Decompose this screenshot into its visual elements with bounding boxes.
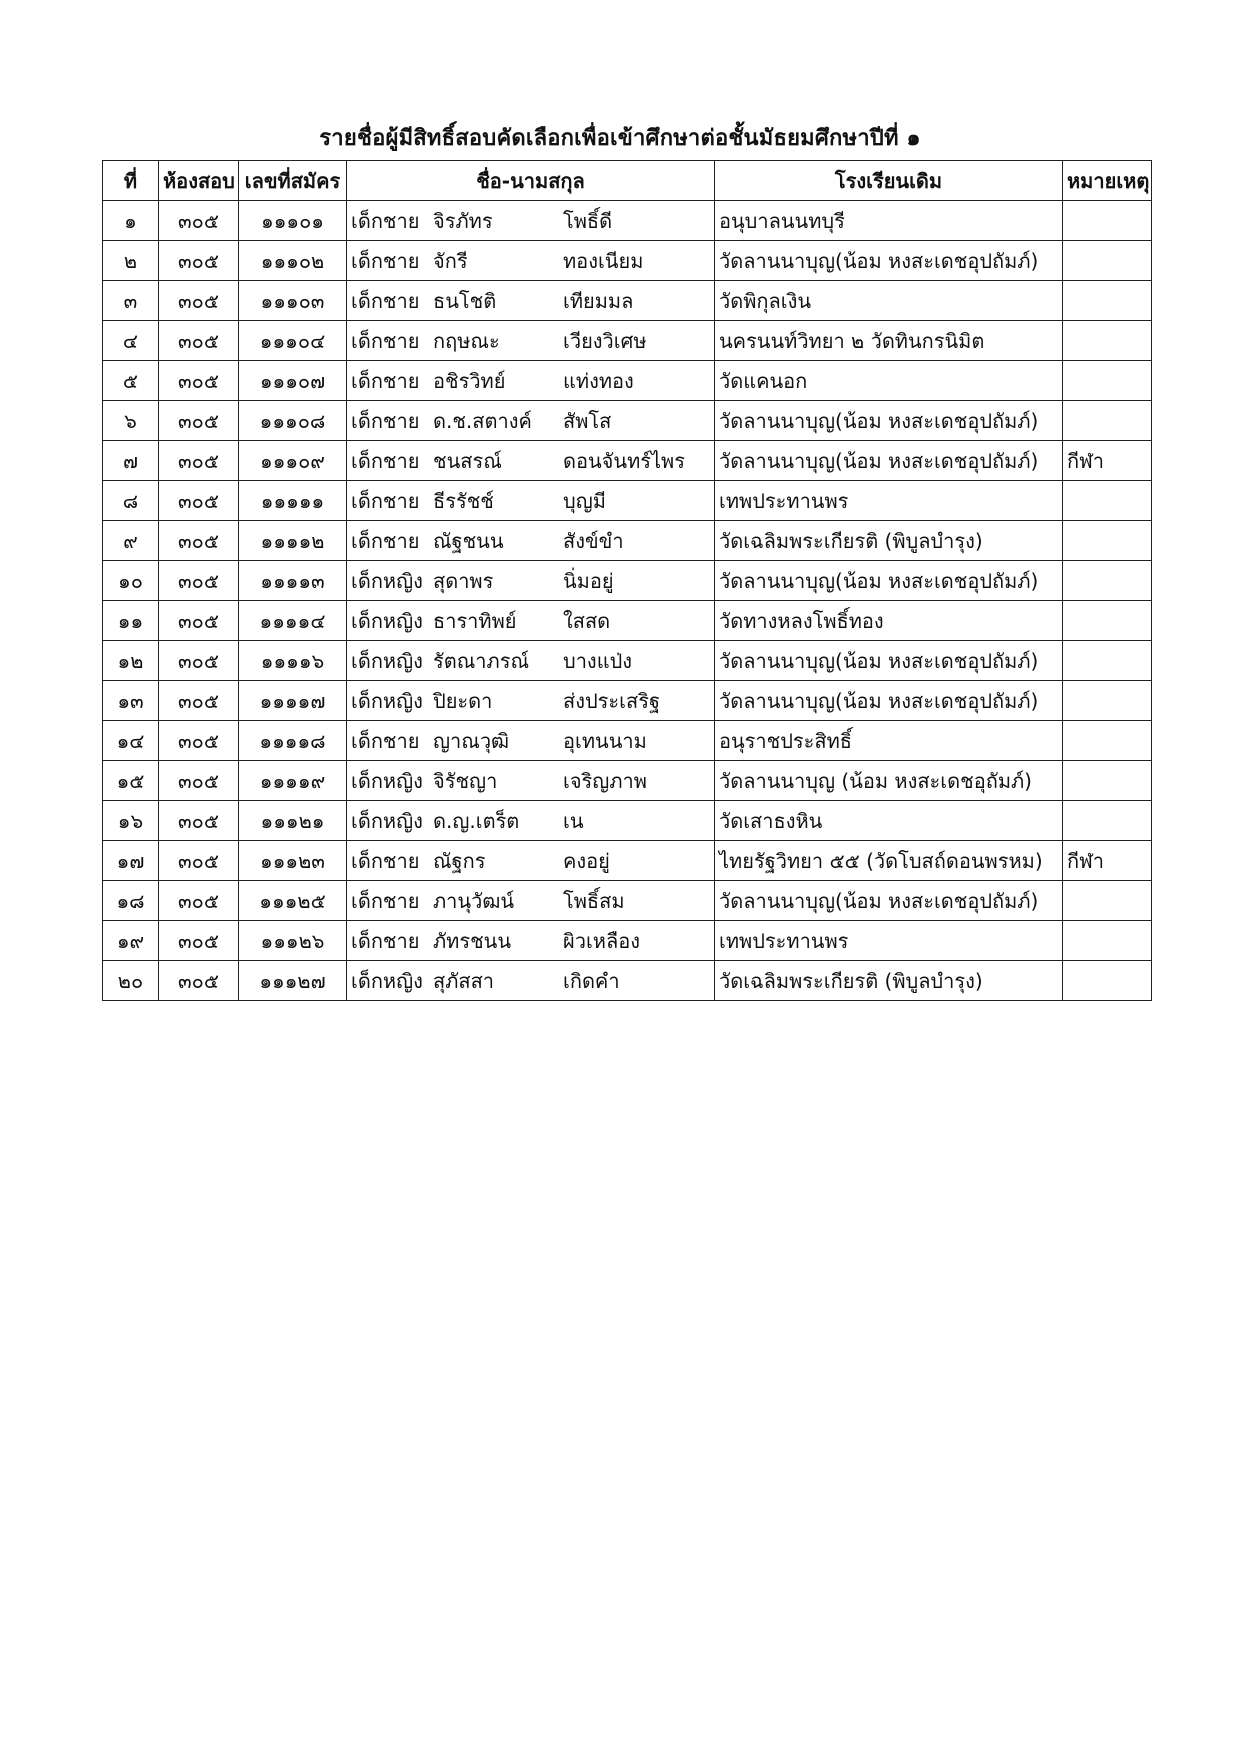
cell-number: ๑๒ <box>103 641 159 681</box>
header-application-no: เลขที่สมัคร <box>239 161 347 201</box>
cell-room: ๓๐๕ <box>159 401 239 441</box>
name-prefix: เด็กหญิง <box>351 648 423 673</box>
candidate-table <box>102 160 1152 1001</box>
cell-name <box>347 361 715 401</box>
name-prefix: เด็กชาย <box>351 288 420 313</box>
cell-name <box>347 561 715 601</box>
first-name: ธาราทิพย์ <box>433 608 517 633</box>
cell-name <box>347 201 715 241</box>
last-name: เวียงวิเศษ <box>563 328 647 353</box>
name-prefix: เด็กหญิง <box>351 688 423 713</box>
first-name: ธนโชติ <box>433 288 497 313</box>
cell-room: ๓๐๕ <box>159 521 239 561</box>
first-name: ภัทรชนน <box>433 928 512 953</box>
cell-room: ๓๐๕ <box>159 601 239 641</box>
last-name: บุญมี <box>563 488 606 513</box>
cell-application-no: ๑๑๑๒๕ <box>239 881 347 921</box>
first-name: จักรี <box>433 248 468 273</box>
cell-school: ไทยรัฐวิทยา ๕๕ (วัดโบสถ์ดอนพรหม) <box>715 841 1063 881</box>
table-row <box>103 241 1152 281</box>
cell-name <box>347 401 715 441</box>
cell-number: ๒ <box>103 241 159 281</box>
cell-room: ๓๐๕ <box>159 281 239 321</box>
cell-application-no: ๑๑๑๑๒ <box>239 521 347 561</box>
name-prefix: เด็กหญิง <box>351 608 423 633</box>
cell-note <box>1063 881 1152 921</box>
first-name: สุดาพร <box>433 568 494 593</box>
cell-school: วัดแคนอก <box>715 361 1063 401</box>
cell-name <box>347 641 715 681</box>
header-note: หมายเหตุ <box>1063 161 1152 201</box>
first-name: อชิรวิทย์ <box>433 368 506 393</box>
cell-application-no: ๑๑๑๒๓ <box>239 841 347 881</box>
table-header-row <box>103 161 1152 201</box>
cell-number: ๑๗ <box>103 841 159 881</box>
first-name: ด.ช.สตางค์ <box>433 408 532 433</box>
cell-room: ๓๐๕ <box>159 641 239 681</box>
cell-application-no: ๑๑๑๑๘ <box>239 721 347 761</box>
cell-note <box>1063 761 1152 801</box>
header-no: ที่ <box>103 161 159 201</box>
cell-name <box>347 801 715 841</box>
cell-room: ๓๐๕ <box>159 921 239 961</box>
cell-room: ๓๐๕ <box>159 681 239 721</box>
cell-note: กีฬา <box>1063 441 1152 481</box>
cell-room: ๓๐๕ <box>159 241 239 281</box>
first-name: ธีรรัชช์ <box>433 488 494 513</box>
cell-note <box>1063 361 1152 401</box>
name-prefix: เด็กชาย <box>351 848 420 873</box>
cell-school: วัดลานนาบุญ(น้อม หงสะเดชอุปถัมภ์) <box>715 881 1063 921</box>
cell-number: ๑๔ <box>103 721 159 761</box>
last-name: โพธิ์ดี <box>563 208 613 233</box>
page-title: รายชื่อผู้มีสิทธิ์สอบคัดเลือกเพื่อเข้าศึกษาต่อชั้นมัธยมศึกษาปีที่ ๑ <box>319 126 921 151</box>
last-name: ใสสด <box>563 608 611 633</box>
cell-note <box>1063 961 1152 1001</box>
table-row <box>103 681 1152 721</box>
last-name: โพธิ์สม <box>563 888 625 913</box>
cell-school: วัดลานนาบุญ(น้อม หงสะเดชอุปถัมภ์) <box>715 561 1063 601</box>
cell-room: ๓๐๕ <box>159 441 239 481</box>
cell-name <box>347 681 715 721</box>
last-name: นิ่มอยู่ <box>563 568 614 593</box>
cell-number: ๓ <box>103 281 159 321</box>
cell-school: วัดลานนาบุญ(น้อม หงสะเดชอุปถัมภ์) <box>715 641 1063 681</box>
cell-application-no: ๑๑๑๐๑ <box>239 201 347 241</box>
cell-school: วัดลานนาบุญ (น้อม หงสะเดชอุถัมภ์) <box>715 761 1063 801</box>
cell-number: ๑๕ <box>103 761 159 801</box>
cell-note <box>1063 641 1152 681</box>
cell-application-no: ๑๑๑๑๑ <box>239 481 347 521</box>
first-name: ด.ญ.เตร็ต <box>433 808 520 833</box>
cell-application-no: ๑๑๑๑๙ <box>239 761 347 801</box>
cell-note: กีฬา <box>1063 841 1152 881</box>
name-prefix: เด็กชาย <box>351 368 420 393</box>
cell-number: ๗ <box>103 441 159 481</box>
header-school: โรงเรียนเดิม <box>715 161 1063 201</box>
last-name: เน <box>563 808 584 833</box>
name-prefix: เด็กชาย <box>351 488 420 513</box>
cell-room: ๓๐๕ <box>159 761 239 801</box>
table-row <box>103 761 1152 801</box>
name-prefix: เด็กชาย <box>351 248 420 273</box>
cell-name <box>347 441 715 481</box>
cell-note <box>1063 721 1152 761</box>
header-room: ห้องสอบ <box>159 161 239 201</box>
cell-name <box>347 921 715 961</box>
cell-name <box>347 721 715 761</box>
cell-school: วัดลานนาบุญ(น้อม หงสะเดชอุปถัมภ์) <box>715 681 1063 721</box>
last-name: สัพโส <box>563 408 612 433</box>
table-row <box>103 601 1152 641</box>
name-prefix: เด็กชาย <box>351 928 420 953</box>
cell-number: ๑๓ <box>103 681 159 721</box>
cell-school: วัดเฉลิมพระเกียรติ (พิบูลบำรุง) <box>715 521 1063 561</box>
table-row <box>103 641 1152 681</box>
first-name: จิรัชญา <box>433 768 498 793</box>
cell-number: ๑๖ <box>103 801 159 841</box>
cell-room: ๓๐๕ <box>159 841 239 881</box>
cell-school: วัดลานนาบุญ(น้อม หงสะเดชอุปถัมภ์) <box>715 441 1063 481</box>
first-name: รัตณาภรณ์ <box>433 648 529 673</box>
table-row <box>103 481 1152 521</box>
cell-room: ๓๐๕ <box>159 881 239 921</box>
last-name: อุเทนนาม <box>563 728 647 753</box>
cell-school: เทพประทานพร <box>715 921 1063 961</box>
table-row <box>103 321 1152 361</box>
cell-room: ๓๐๕ <box>159 361 239 401</box>
cell-note <box>1063 241 1152 281</box>
cell-name <box>347 961 715 1001</box>
name-prefix: เด็กหญิง <box>351 768 423 793</box>
cell-application-no: ๑๑๑๑๖ <box>239 641 347 681</box>
cell-name <box>347 841 715 881</box>
cell-room: ๓๐๕ <box>159 321 239 361</box>
cell-name <box>347 761 715 801</box>
cell-application-no: ๑๑๑๐๘ <box>239 401 347 441</box>
table-row <box>103 801 1152 841</box>
cell-name <box>347 881 715 921</box>
cell-number: ๖ <box>103 401 159 441</box>
table-row <box>103 281 1152 321</box>
cell-number: ๑๙ <box>103 921 159 961</box>
cell-application-no: ๑๑๑๑๔ <box>239 601 347 641</box>
cell-room: ๓๐๕ <box>159 201 239 241</box>
first-name: ญาณวุฒิ <box>433 728 510 753</box>
last-name: ส่งประเสริฐ <box>563 688 660 713</box>
cell-room: ๓๐๕ <box>159 481 239 521</box>
cell-number: ๒๐ <box>103 961 159 1001</box>
last-name: เจริญภาพ <box>563 768 647 793</box>
last-name: สังข์ขำ <box>563 528 624 553</box>
cell-note <box>1063 561 1152 601</box>
cell-application-no: ๑๑๑๒๗ <box>239 961 347 1001</box>
cell-room: ๓๐๕ <box>159 961 239 1001</box>
first-name: ณัฐชนน <box>433 528 504 553</box>
table-row <box>103 881 1152 921</box>
name-prefix: เด็กชาย <box>351 328 420 353</box>
cell-note <box>1063 801 1152 841</box>
last-name: เทียมมล <box>563 288 634 313</box>
cell-name <box>347 241 715 281</box>
first-name: ปิยะดา <box>433 688 493 713</box>
cell-number: ๑ <box>103 201 159 241</box>
cell-school: นครนนท์วิทยา ๒ วัดทินกรนิมิต <box>715 321 1063 361</box>
cell-number: ๑๘ <box>103 881 159 921</box>
cell-note <box>1063 401 1152 441</box>
last-name: ดอนจันทร์ไพร <box>563 448 685 473</box>
table-row <box>103 561 1152 601</box>
last-name: ทองเนียม <box>563 248 644 273</box>
cell-room: ๓๐๕ <box>159 561 239 601</box>
cell-number: ๙ <box>103 521 159 561</box>
last-name: แท่งทอง <box>563 368 634 393</box>
table-row <box>103 441 1152 481</box>
cell-school: วัดลานนาบุญ(น้อม หงสะเดชอุปถัมภ์) <box>715 401 1063 441</box>
cell-application-no: ๑๑๑๐๗ <box>239 361 347 401</box>
cell-note <box>1063 921 1152 961</box>
table-row <box>103 721 1152 761</box>
cell-school: วัดพิกุลเงิน <box>715 281 1063 321</box>
cell-number: ๑๑ <box>103 601 159 641</box>
cell-application-no: ๑๑๑๒๑ <box>239 801 347 841</box>
cell-school: วัดทางหลงโพธิ์ทอง <box>715 601 1063 641</box>
name-prefix: เด็กชาย <box>351 728 420 753</box>
cell-school: วัดเฉลิมพระเกียรติ (พิบูลบำรุง) <box>715 961 1063 1001</box>
cell-application-no: ๑๑๑๐๒ <box>239 241 347 281</box>
cell-name <box>347 321 715 361</box>
cell-name <box>347 481 715 521</box>
cell-note <box>1063 681 1152 721</box>
cell-note <box>1063 521 1152 561</box>
cell-room: ๓๐๕ <box>159 721 239 761</box>
cell-note <box>1063 281 1152 321</box>
cell-application-no: ๑๑๑๒๖ <box>239 921 347 961</box>
table-row <box>103 961 1152 1001</box>
name-prefix: เด็กหญิง <box>351 568 423 593</box>
cell-note <box>1063 481 1152 521</box>
name-prefix: เด็กชาย <box>351 528 420 553</box>
cell-room: ๓๐๕ <box>159 801 239 841</box>
name-prefix: เด็กหญิง <box>351 968 423 993</box>
table-row <box>103 361 1152 401</box>
name-prefix: เด็กชาย <box>351 208 420 233</box>
cell-number: ๕ <box>103 361 159 401</box>
first-name: ชนสรณ์ <box>433 448 502 473</box>
first-name: ภานุวัฒน์ <box>433 888 515 913</box>
last-name: เกิดคำ <box>563 968 620 993</box>
first-name: สุภัสสา <box>433 968 495 993</box>
name-prefix: เด็กชาย <box>351 888 420 913</box>
table-row <box>103 401 1152 441</box>
cell-number: ๘ <box>103 481 159 521</box>
cell-number: ๔ <box>103 321 159 361</box>
cell-number: ๑๐ <box>103 561 159 601</box>
cell-school: วัดเสาธงหิน <box>715 801 1063 841</box>
cell-application-no: ๑๑๑๐๓ <box>239 281 347 321</box>
cell-application-no: ๑๑๑๑๗ <box>239 681 347 721</box>
cell-name <box>347 521 715 561</box>
table-row <box>103 201 1152 241</box>
name-prefix: เด็กชาย <box>351 408 420 433</box>
cell-school: อนุบาลนนทบุรี <box>715 201 1063 241</box>
cell-school: อนุราชประสิทธิ์ <box>715 721 1063 761</box>
first-name: ณัฐกร <box>433 848 486 873</box>
table-row <box>103 841 1152 881</box>
table-row <box>103 521 1152 561</box>
cell-name <box>347 281 715 321</box>
first-name: กฤษณะ <box>433 328 500 353</box>
table-row <box>103 921 1152 961</box>
last-name: บางแป่ง <box>563 648 633 673</box>
cell-application-no: ๑๑๑๑๓ <box>239 561 347 601</box>
name-prefix: เด็กชาย <box>351 448 420 473</box>
cell-application-no: ๑๑๑๐๔ <box>239 321 347 361</box>
cell-note <box>1063 321 1152 361</box>
cell-school: วัดลานนาบุญ(น้อม หงสะเดชอุปถัมภ์) <box>715 241 1063 281</box>
table-body <box>103 201 1152 1001</box>
cell-school: เทพประทานพร <box>715 481 1063 521</box>
cell-name <box>347 601 715 641</box>
last-name: ผิวเหลือง <box>563 928 641 953</box>
first-name: จิรภัทร <box>433 208 493 233</box>
cell-note <box>1063 201 1152 241</box>
cell-application-no: ๑๑๑๐๙ <box>239 441 347 481</box>
cell-note <box>1063 601 1152 641</box>
name-prefix: เด็กหญิง <box>351 808 423 833</box>
last-name: คงอยู่ <box>563 848 610 873</box>
header-name: ชื่อ-นามสกุล <box>347 161 715 201</box>
